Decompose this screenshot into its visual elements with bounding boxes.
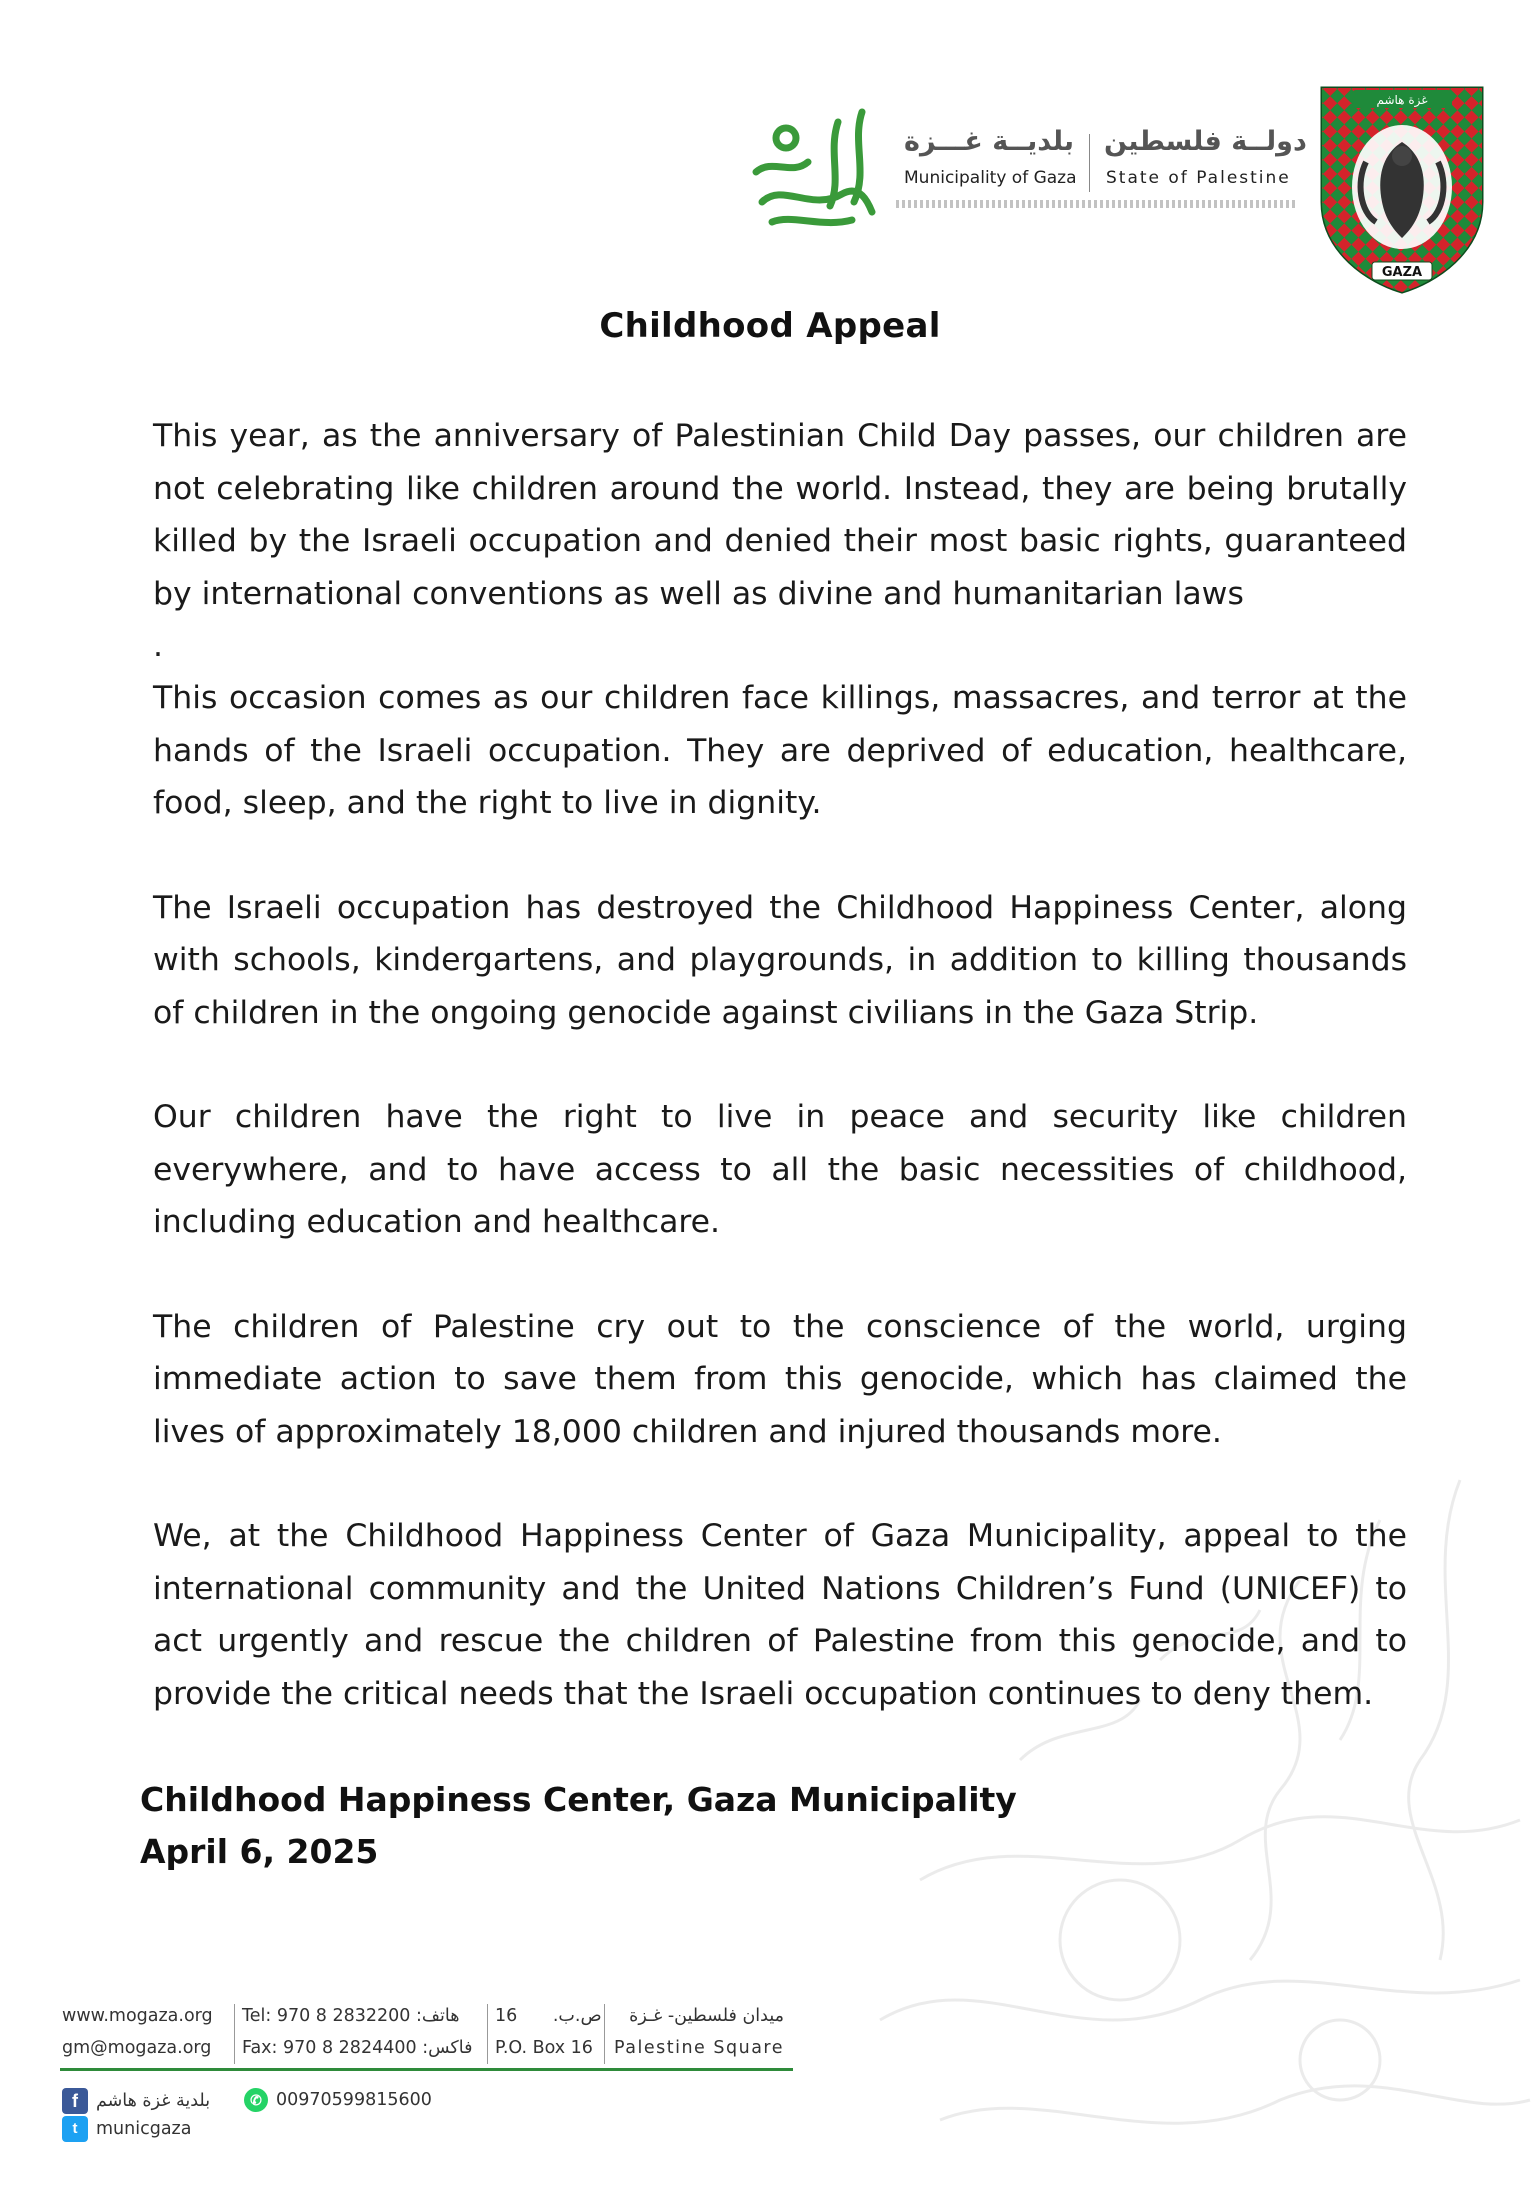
facebook-icon: f	[62, 2088, 88, 2114]
crest-label: GAZA	[1381, 265, 1423, 280]
paragraph-6: We, at the Childhood Happiness Center of Gaza Municipality, appeal to the international community and the United Nations Children’s Fund (UNICEF) to act urgently and rescue the children of Palestine from this genocide, and to provide the critical needs that the Israeli occupation continues to deny them.	[153, 1518, 1407, 1712]
whatsapp-icon: ✆	[244, 2088, 268, 2112]
footer-pobox-col	[495, 2000, 602, 2064]
footer-whatsapp-number: 00970599815600	[276, 2090, 432, 2110]
header-divider	[1089, 134, 1090, 192]
footer-web-col	[62, 2000, 213, 2064]
campaign-logo-icon	[742, 102, 878, 234]
footer-pobox-ar-line	[495, 2000, 602, 2032]
footer-facebook-label: بلدية غزة هاشم	[96, 2091, 211, 2111]
footer-email[interactable]: gm@mogaza.org	[62, 2038, 212, 2058]
footer-whatsapp[interactable]	[244, 2088, 432, 2112]
signature-date: April 6, 2025	[140, 1832, 379, 1871]
crest-icon	[1316, 82, 1488, 296]
footer-tel-label: Tel:	[242, 2006, 272, 2026]
footer-tel-ar: هاتف:	[416, 2006, 460, 2026]
footer-fax-line	[242, 2032, 472, 2064]
signature-block	[140, 1774, 1017, 1878]
footer-pobox-num: 16	[495, 2006, 518, 2026]
stray-dot: .	[153, 628, 164, 664]
paragraph-3: The Israeli occupation has destroyed the Childhood Happiness Center, along with schools, kindergartens, and playgrounds, in addition to killing thousands of children in the ongoing genocide against civilians in the Gaza Strip.	[153, 889, 1407, 1031]
footer-facebook[interactable]	[62, 2088, 210, 2114]
document-title: Childhood Appeal	[599, 306, 941, 346]
state-name-ar: دولــة فلسطين	[1104, 126, 1307, 157]
twitter-icon: t	[62, 2116, 88, 2142]
paragraph-2: This occasion comes as our children face killings, massacres, and terror at the hands of the Israeli occupation. They are deprived of education, healthcare, food, sleep, and the right to live in dignity.	[153, 680, 1407, 821]
footer-separator-2	[487, 2004, 488, 2064]
footer-phone-col	[242, 2000, 472, 2064]
footer-address-col	[614, 2000, 784, 2064]
footer-address-ar: ميدان فلسطين- غـزة	[629, 2006, 784, 2026]
signature-name: Childhood Happiness Center, Gaza Municipality	[140, 1780, 1017, 1819]
footer-tel: 970 8 2832200	[276, 2006, 411, 2026]
footer-address-en: Palestine Square	[614, 2038, 784, 2058]
document-body	[153, 410, 1407, 1772]
footer-tel-line	[242, 2000, 472, 2032]
state-name-en: State of Palestine	[1106, 168, 1291, 188]
campaign-logo-text: التنمية كاف	[807, 232, 813, 233]
letterhead	[896, 126, 1307, 216]
crest-top-text: غزة هاشم	[1376, 93, 1428, 107]
footer-twitter-handle: municgaza	[96, 2119, 192, 2139]
footer-fax-label: Fax:	[242, 2038, 278, 2058]
footer-pobox-en: P.O. Box 16	[495, 2038, 593, 2058]
footer-separator-1	[234, 2004, 235, 2064]
footer-twitter[interactable]	[62, 2116, 191, 2142]
paragraph-5: The children of Palestine cry out to the conscience of the world, urging immediate action to save them from this genocide, which has claimed the lives of approximately 18,000 children and injured thousands more.	[153, 1308, 1407, 1450]
footer-pobox-ar: ص.ب.	[552, 2006, 602, 2026]
footer-rule	[60, 2068, 793, 2071]
paragraph-1: This year, as the anniversary of Palestinian Child Day passes, our children are not celebrating like children around the world. Instead, they are being brutally killed by the Israeli occupation and denied their most basic rights, guaranteed by international conventions as well as divine and humanitarian laws	[153, 418, 1407, 612]
footer-separator-3	[604, 2004, 605, 2064]
footer	[60, 2000, 800, 2150]
municipality-name-en: Municipality of Gaza	[904, 168, 1077, 188]
header-dotted-rule	[896, 200, 1296, 208]
municipality-name-ar: بلديــة غـــزة	[904, 126, 1074, 157]
footer-fax: 970 8 2824400	[283, 2038, 417, 2058]
footer-fax-ar: فاكس:	[422, 2038, 473, 2058]
paragraph-4: Our children have the right to live in peace and security like children everywhere, and to have access to all the basic necessities of childhood, including education and healthcare.	[153, 1099, 1407, 1240]
footer-website[interactable]: www.mogaza.org	[62, 2006, 213, 2026]
